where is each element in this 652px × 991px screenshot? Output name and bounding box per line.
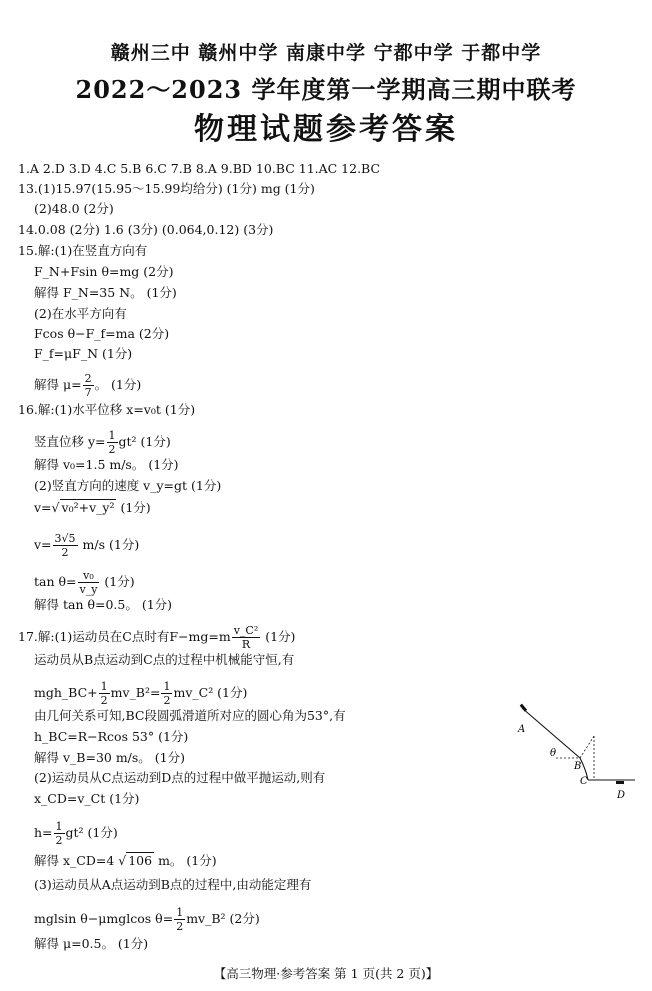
text: 竖直位移 y= [34,434,106,449]
school-names: 赣州三中 赣州中学 南康中学 宁都中学 于都中学 [110,42,542,64]
fraction [99,680,110,707]
text: m/s (1分) [78,537,140,552]
fraction [174,906,185,933]
q16-line: 解得 tan θ=0.5。 (1分) [34,597,173,612]
fraction [83,372,94,399]
q15-result [34,372,141,399]
q15-line: F_f=μF_N (1分) [34,346,133,361]
q17-line [34,853,217,869]
q17-line [34,680,247,707]
numerator: v_C² [233,624,259,637]
denominator: 2 [61,546,69,559]
q17-line: 解得 μ=0.5。 (1分) [34,936,149,951]
skier-marker [520,704,527,712]
radicand: v₀²+v_y² [61,500,115,515]
text: 。 (1分) [94,377,142,392]
fraction [78,569,100,596]
denominator: 2 [55,834,63,847]
q17-line: 解得 v_B=30 m/s。 (1分) [34,750,185,765]
q15-line: Fcos θ−F_f=ma (2分) [34,326,170,341]
q16-head: 16.解:(1)水平位移 x=v₀t (1分) [18,402,196,417]
text: (1分) [116,500,151,515]
q16-line [34,532,139,559]
numerator: 2 [84,372,92,385]
dashed-radius [580,736,594,758]
text: gt² (1分) [65,825,118,840]
text: 17.解:(1)运动员在C点时有F−mg=m [18,629,231,644]
q17-line [34,906,260,933]
q16-line [34,500,151,516]
text: (1分) [261,629,296,644]
q16-line [34,429,171,456]
page-title: 物理试题参考答案 [194,112,458,147]
denominator: 2 [176,920,184,933]
landing-marker [616,781,624,784]
exam-term: 2022～2023 学年度第一学期高三期中联考 [75,75,577,104]
q15-line: F_N+Fsin θ=mg (2分) [34,264,174,279]
numerator: 1 [100,680,108,693]
q13-part1: 13.(1)15.97(15.95～15.99均给分) (1分) mg (1分) [18,181,315,196]
denominator: 2 [108,443,116,456]
q17-line [34,820,118,847]
text: mv_C² (1分) [173,685,248,700]
q15-line: (2)在水平方向有 [34,306,127,321]
text: gt² (1分) [118,434,171,449]
label-a: A [518,724,526,735]
q16-line: (2)竖直方向的速度 v_y=gt (1分) [34,478,222,493]
fraction [161,680,172,707]
numerator: 1 [55,820,63,833]
q17-line: h_BC=R−Rcos 53° (1分) [34,729,189,744]
text: mv_B² (2分) [186,911,260,926]
numerator: 1 [163,680,171,693]
q15-head: 15.解:(1)在竖直方向有 [18,243,148,258]
numerator: 1 [108,429,116,442]
denominator: R [241,638,251,651]
q14-answer: 14.0.08 (2分) 1.6 (3分) (0.064,0.12) (3分) [18,222,274,237]
text: mgh_BC+ [34,685,98,700]
text: v=√ [34,500,60,515]
label-b: B [574,761,582,772]
text: (1分) [100,574,135,589]
q17-line: x_CD=v_Ct (1分) [34,791,140,806]
label-c: C [580,776,588,787]
page-footer: 【高三物理·参考答案 第 1 页(共 2 页)】 [213,966,439,981]
label-d: D [617,790,626,801]
text: 解得 μ= [34,377,82,392]
ski-slope-diagram [510,702,640,802]
fraction [53,532,78,559]
fraction [232,624,261,651]
text: 解得 x_CD=4 √ [34,853,127,868]
numerator: 1 [176,906,184,919]
q17-line: 运动员从B点运动到C点的过程中机械能守恒,有 [34,652,295,667]
q17-line: 由几何关系可知,BC段圆弧滑道所对应的圆心角为53°,有 [34,708,346,723]
numerator: 3√5 [54,532,76,545]
q13-part2: (2)48.0 (2分) [34,201,114,216]
text: tan θ= [34,574,77,589]
mc-answers: 1.A 2.D 3.D 4.C 5.B 6.C 7.B 8.A 9.BD 10.BC 11.AC 12.BC [18,161,381,176]
text: v= [34,537,52,552]
denominator: 7 [84,386,92,399]
text: h= [34,825,53,840]
fraction [54,820,65,847]
text: mv_B²= [110,685,161,700]
q16-line: 解得 v₀=1.5 m/s。 (1分) [34,457,179,472]
text: mglsin θ−μmglcos θ= [34,911,174,926]
q17-head [18,624,295,651]
radicand: 106 [128,853,153,868]
q16-line [34,569,135,596]
denominator: 2 [163,694,171,707]
label-theta: θ [550,748,557,759]
q15-line: 解得 F_N=35 N。 (1分) [34,285,177,300]
q17-line: (3)运动员从A点运动到B点的过程中,由动能定理有 [34,877,312,892]
fraction [107,429,118,456]
text: m。 (1分) [154,853,217,868]
denominator: 2 [100,694,108,707]
q17-line: (2)运动员从C点运动到D点的过程中做平抛运动,则有 [34,770,326,785]
numerator: v₀ [78,569,100,583]
denominator: v_y [79,583,98,596]
